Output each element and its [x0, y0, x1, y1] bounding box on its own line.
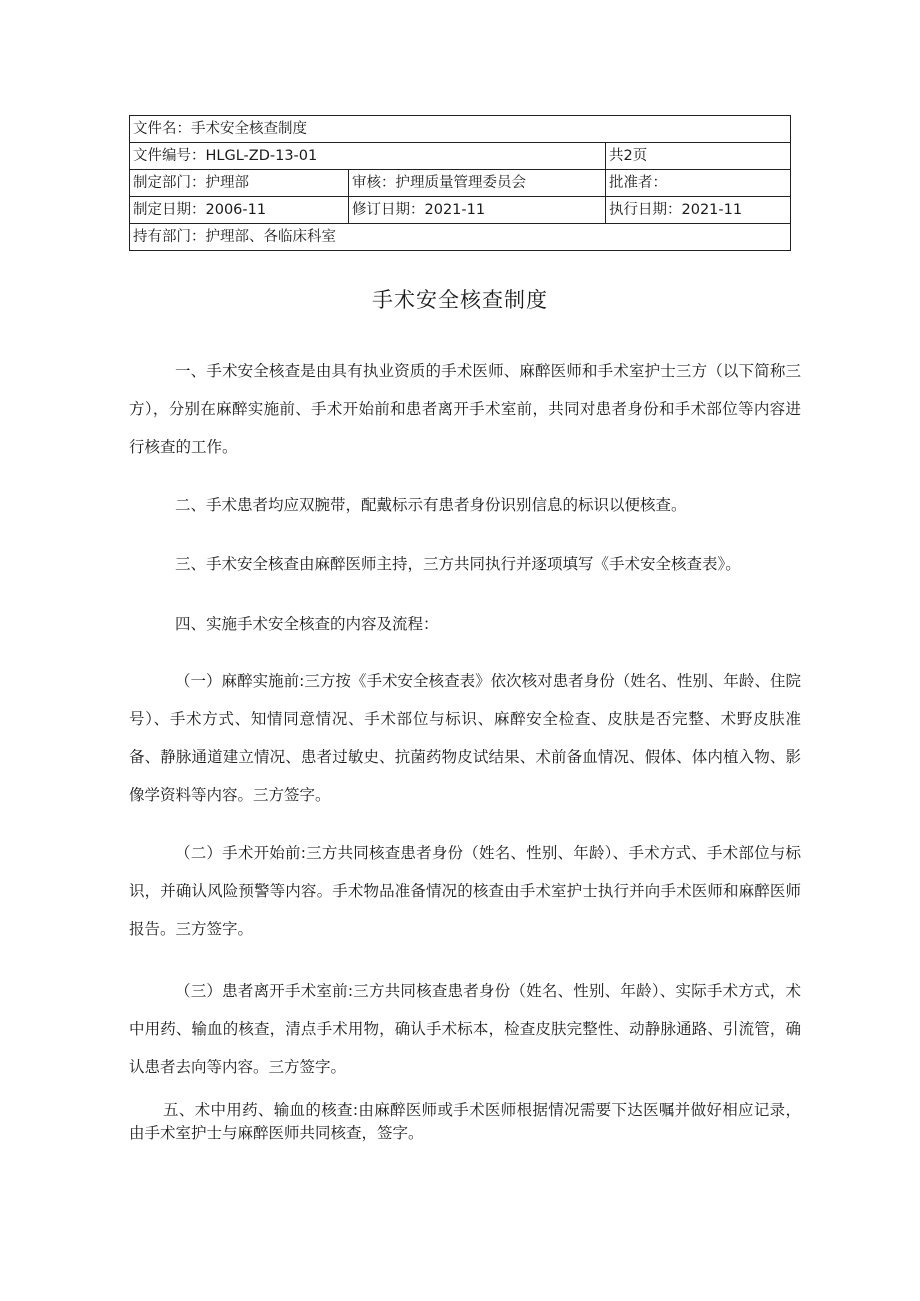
paragraph-sub-2: （二）手术开始前:三方共同核查患者身份（姓名、性别、年龄）、手术方式、手术部位与标识，并确认风险预警等内容。手术物品准备情况的核查由手术室护士执行并向手术医师和麻醉医师报告。三方签字。 [129, 844, 801, 938]
total-pages-cell: 共2页 [606, 143, 791, 170]
created-date-cell: 制定日期：2006-11 [130, 197, 349, 224]
dept-cell: 制定部门：护理部 [130, 170, 349, 197]
effective-date-cell: 执行日期：2021-11 [606, 197, 791, 224]
paragraph-sub-3: （三）患者离开手术室前:三方共同核查患者身份（姓名、性别、年龄）、实际手术方式，术中用药、输血的核查，清点手术用物，确认手术标本，检查皮肤完整性、动静脉通路、引流管，确认患者去向等内容。三方签字。 [129, 982, 801, 1076]
paragraph-1: 一、手术安全核查是由具有执业资质的手术医师、麻醉医师和手术室护士三方（以下简称三方），分别在麻醉实施前、手术开始前和患者离开手术室前，共同对患者身份和手术部位等内容进行核查的工作。 [129, 362, 801, 456]
paragraph-sub-1: （一）麻醉实施前:三方按《手术安全核查表》依次核对患者身份（姓名、性别、年龄、住院号）、手术方式、知情同意情况、手术部位与标识、麻醉安全检查、皮肤是否完整、术野皮肤准备、静脉通道建立情况、患者过敏史、抗菌药物皮试结果、术前备血情况、假体、体内植入物、影像学资料等内容。三方签字。 [129, 672, 801, 804]
paragraph-4: 四、实施手术安全核查的内容及流程： [175, 615, 439, 633]
paragraph-3: 三、手术安全核查由麻醉医师主持，三方共同执行并逐项填写《手术安全核查表》。 [175, 555, 741, 573]
info-row-dates [130, 197, 791, 224]
info-row-dept [130, 170, 791, 197]
document-title: 手术安全核查制度 [372, 288, 548, 312]
document-info-table [129, 115, 791, 251]
doc-number-cell: 文件编号：HLGL-ZD-13-01 [130, 143, 606, 170]
reviewer-cell: 审核：护理质量管理委员会 [349, 170, 606, 197]
approver-cell: 批准者： [606, 170, 791, 197]
paragraph-2: 二、手术患者均应双腕带，配戴标示有患者身份识别信息的标识以便核查。 [175, 496, 687, 514]
holders-cell: 持有部门：护理部、各临床科室 [130, 224, 791, 251]
info-row-name [130, 116, 791, 143]
paragraph-5: 五、术中用药、输血的核查:由麻醉医师或手术医师根据情况需要下达医嘱并做好相应记录，由手术室护士与麻醉医师共同核查，签字。 [129, 1101, 801, 1142]
info-row-holders [130, 224, 791, 251]
revised-date-cell: 修订日期：2021-11 [349, 197, 606, 224]
info-row-number [130, 143, 791, 170]
doc-name-cell: 文件名：手术安全核查制度 [130, 116, 791, 143]
